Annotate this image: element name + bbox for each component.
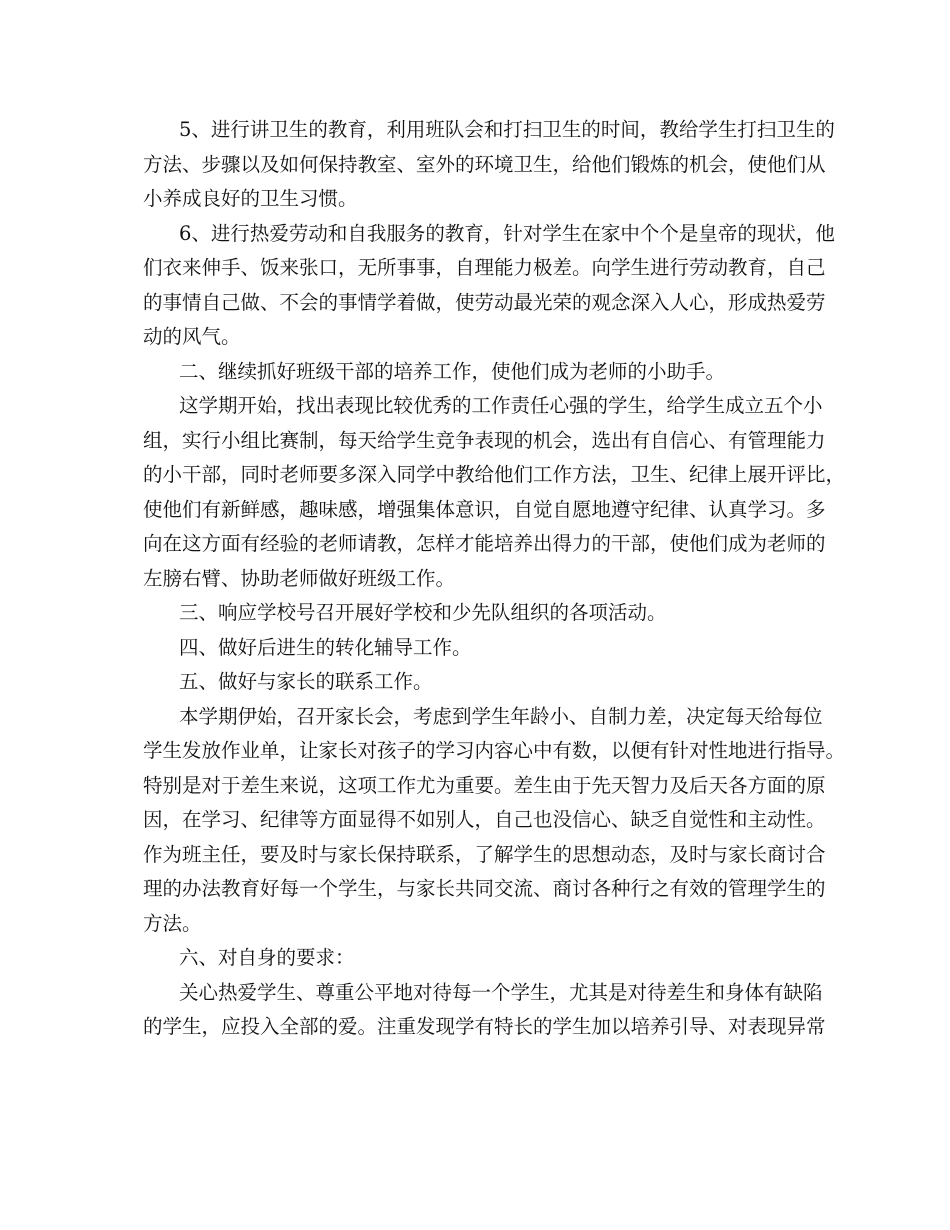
text-line: 关心热爱学生、尊重公平地对待每一个学生，尤其是对待差生和身体有缺陷 xyxy=(179,980,823,1004)
section-heading: 二、继续抓好班级干部的培养工作，使他们成为老师的小助手。 xyxy=(179,359,726,383)
text-line: 的事情自己做、不会的事情学着做，使劳动最光荣的观念深入人心，形成热爱劳 xyxy=(143,290,826,314)
text-line: 本学期伊始，召开家长会，考虑到学生年龄小、自制力差，决定每天给每位 xyxy=(179,704,823,728)
section-heading: 三、响应学校号召开展好学校和少先队组织的各项活动。 xyxy=(179,601,667,624)
text-line: 动的风气。 xyxy=(143,325,241,348)
section-heading: 四、做好后进生的转化辅导工作。 xyxy=(179,635,472,659)
text-line: 的小干部，同时老师要多深入同学中教给他们工作方法，卫生、纪律上展开评比， xyxy=(143,463,846,486)
text-line: 组，实行小组比赛制，每天给学生竞争表现的机会，选出有自信心、有管理能力 xyxy=(143,428,826,452)
document-body xyxy=(143,113,846,1045)
text-line: 因，在学习、纪律等方面显得不如别人，自己也没信心、缺乏自觉性和主动性。 xyxy=(143,808,826,831)
text-line: 5、进行讲卫生的教育，利用班队会和打扫卫生的时间，教给学生打扫卫生的 xyxy=(179,118,835,141)
text-line: 这学期开始，找出表现比较优秀的工作责任心强的学生，给学生成立五个小 xyxy=(179,394,823,417)
text-line: 左膀右臂、协助老师做好班级工作。 xyxy=(143,566,456,590)
text-line: 们衣来伸手、饭来张口，无所事事，自理能力极差。向学生进行劳动教育，自己 xyxy=(143,256,826,279)
section-heading: 五、做好与家长的联系工作。 xyxy=(179,670,433,693)
text-line: 6、进行热爱劳动和自我服务的教育，针对学生在家中个个是皇帝的现状，他 xyxy=(179,221,835,245)
text-line: 方法。 xyxy=(143,911,202,935)
text-line: 方法、步骤以及如何保持教室、室外的环境卫生，给他们锻炼的机会，使他们从 xyxy=(143,152,826,176)
text-line: 向在这方面有经验的老师请教，怎样才能培养出得力的干部，使他们成为老师的 xyxy=(143,532,826,555)
text-line: 作为班主任，要及时与家长保持联系，了解学生的思想动态，及时与家长商讨合 xyxy=(143,842,826,866)
text-line: 理的办法教育好每一个学生，与家长共同交流、商讨各种行之有效的管理学生的 xyxy=(143,877,826,900)
text-line: 小养成良好的卫生习惯。 xyxy=(143,187,358,210)
text-line: 的学生，应投入全部的爱。注重发现学有特长的学生加以培养引导、对表现异常 xyxy=(143,1015,826,1038)
text-line: 学生发放作业单，让家长对孩子的学习内容心中有数，以便有针对性地进行指导。 xyxy=(143,739,846,762)
text-line: 使他们有新鲜感，趣味感，增强集体意识，自觉自愿地遵守纪律、认真学习。多 xyxy=(143,497,826,521)
text-line: 特别是对于差生来说，这项工作尤为重要。差生由于先天智力及后天各方面的原 xyxy=(143,773,826,797)
section-heading: 六、对自身的要求： xyxy=(179,946,355,969)
